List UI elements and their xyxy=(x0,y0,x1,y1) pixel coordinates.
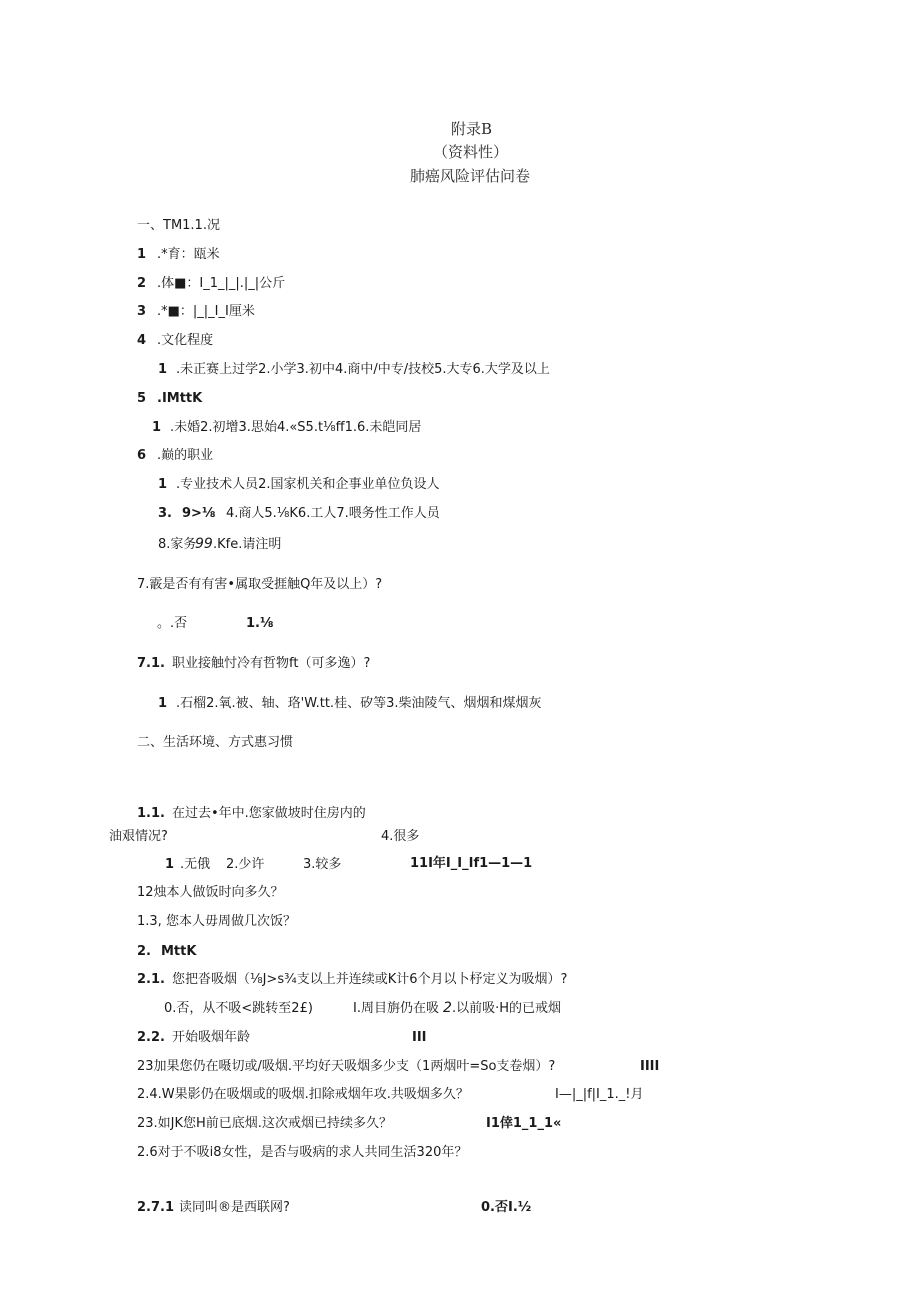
q271-text: 读同叫®是西联网? xyxy=(179,1200,290,1215)
s2-sub-text: MttK xyxy=(161,944,197,959)
q5-options-number: 1 xyxy=(152,420,162,435)
q2-text: .体■：I_1_|_|.|_|公斤 xyxy=(157,276,286,291)
q12-text: 12烛本人做饭时向多久？ xyxy=(137,885,284,900)
q3-text: .*■：|_|_I_I厘米 xyxy=(157,304,255,319)
q4-options-number: 1 xyxy=(158,362,168,377)
q11-number: 1.1. xyxy=(137,806,165,821)
q6-options3-c: .Kfe.请注明 xyxy=(213,537,282,552)
q271-options: 0.否I.½ xyxy=(481,1200,532,1215)
q21-option-b1: I.周目旃仍在吸 xyxy=(353,1001,439,1016)
q26-text: 2.6对于不吸i8女性，是否与吸病的求人共同生活320年？ xyxy=(137,1145,468,1160)
q6-options1: .专业技术人员2.国家机关和企事业单位负设人 xyxy=(176,477,440,492)
q24-text: 2.4.W果影仍在吸烟或的吸烟.扣除戒烟年攻.共吸烟多久？ xyxy=(137,1087,469,1102)
q2-number: 2 xyxy=(137,276,147,291)
q21-number: 2.1. xyxy=(137,972,165,987)
q7-option-yes: 1.⅛ xyxy=(246,616,274,631)
q11-option4: 4.很多 xyxy=(381,829,420,844)
q1-number: 1 xyxy=(137,247,147,262)
q11-option2: 2.少许 xyxy=(226,857,265,872)
q22-number: 2.2. xyxy=(137,1030,165,1045)
q21-text: 您把沓吸烟（⅛J>s¾支以上并连续或K计6个月以卜杼定义为吸烟）? xyxy=(172,972,568,987)
q11-option3: 3.较多 xyxy=(303,857,342,872)
q13-text: 1.3, 您本人毋周做几次饭？ xyxy=(137,914,296,929)
q23-answer-box: IIII xyxy=(640,1059,660,1074)
q23-text: 23加果您仍在嗫切或/吸烟.平均好天吸烟多少支（1两烟叶=So支卷烟）? xyxy=(137,1059,556,1074)
page-title: 肺癌风险评估问卷 xyxy=(410,167,531,185)
q22-text: 开始吸烟年龄 xyxy=(172,1030,251,1045)
q6-text: .巅的职业 xyxy=(157,448,214,463)
q4-number: 4 xyxy=(137,333,147,348)
q6-options2-a: 9>⅛ xyxy=(182,506,216,521)
q6-options1-number: 1 xyxy=(158,477,168,492)
q22-answer-box: III xyxy=(412,1030,427,1045)
q11-option1: .无俄 xyxy=(180,857,211,872)
q11-text: 在过去•年中.您家做坡时住房内的 xyxy=(172,806,366,821)
section1-heading: 一、TM1.1.况 xyxy=(137,218,220,233)
q25-answer-box: I1倖1_1_1« xyxy=(486,1116,562,1131)
q71-text: 职业接触忖冷有哲物ft（可多逸）? xyxy=(172,656,371,671)
q21-option-no: 0.否，从不吸<跳转至2£) xyxy=(164,1001,313,1016)
q6-number: 6 xyxy=(137,448,147,463)
q7-option-no: 。.否 xyxy=(157,616,188,631)
q271-number: 2.7.1 xyxy=(137,1200,175,1215)
q3-number: 3 xyxy=(137,304,147,319)
q1-text: .*育：瓯米 xyxy=(157,247,220,262)
q12-answer-box: 11I年I_I_If1—1—1 xyxy=(410,856,533,871)
appendix-nature: （资料性） xyxy=(433,143,509,161)
q71-number: 7.1. xyxy=(137,656,165,671)
section2-heading: 二、生活环境、方式惠习惯 xyxy=(137,735,294,750)
q4-options: .未正赛上过学2.小学3.初中4.商中/中专/技校5.大专6.大学及以上 xyxy=(176,362,550,377)
q6-options2-number: 3. xyxy=(158,506,172,521)
q6-options3-b: 99 xyxy=(195,536,213,552)
q6-options2-b: 4.商人5.⅛K6.工人7.喂务性工作人员 xyxy=(226,506,440,521)
q5-text: .IMttK xyxy=(157,391,203,406)
q7-text: 7.霰是否有有害•属取受捱触Q年及以上）? xyxy=(137,577,383,592)
appendix-label: 附录B xyxy=(451,120,493,138)
q4-text: .文化程度 xyxy=(157,333,214,348)
q25-text: 23.如JK您H前已底烟.这次戒烟已持续多久？ xyxy=(137,1116,392,1131)
q71-options-number: 1 xyxy=(158,696,168,711)
q11-option1-number: 1 xyxy=(165,857,175,872)
s2-sub-number: 2. xyxy=(137,944,151,959)
q5-number: 5 xyxy=(137,391,147,406)
q21-option-b2: 2 xyxy=(443,1000,452,1016)
q5-options: .未婚2.初增3.思始4.«S5.t⅛ff1.6.未皑同居 xyxy=(170,420,422,435)
q24-answer-box: I—|_|f|I_1._!月 xyxy=(555,1087,644,1102)
q6-options3-a: 8.家务 xyxy=(158,537,197,552)
q71-options: .石榴2.氧.被、轴、珞'W.tt.桂、矽等3.柴油陵气、烟烟和煤烟灰 xyxy=(176,696,542,711)
q21-option-b3: .以前吸·H的已戒烟 xyxy=(452,1001,562,1016)
q11-text-cont: 油艰情况? xyxy=(109,829,168,844)
